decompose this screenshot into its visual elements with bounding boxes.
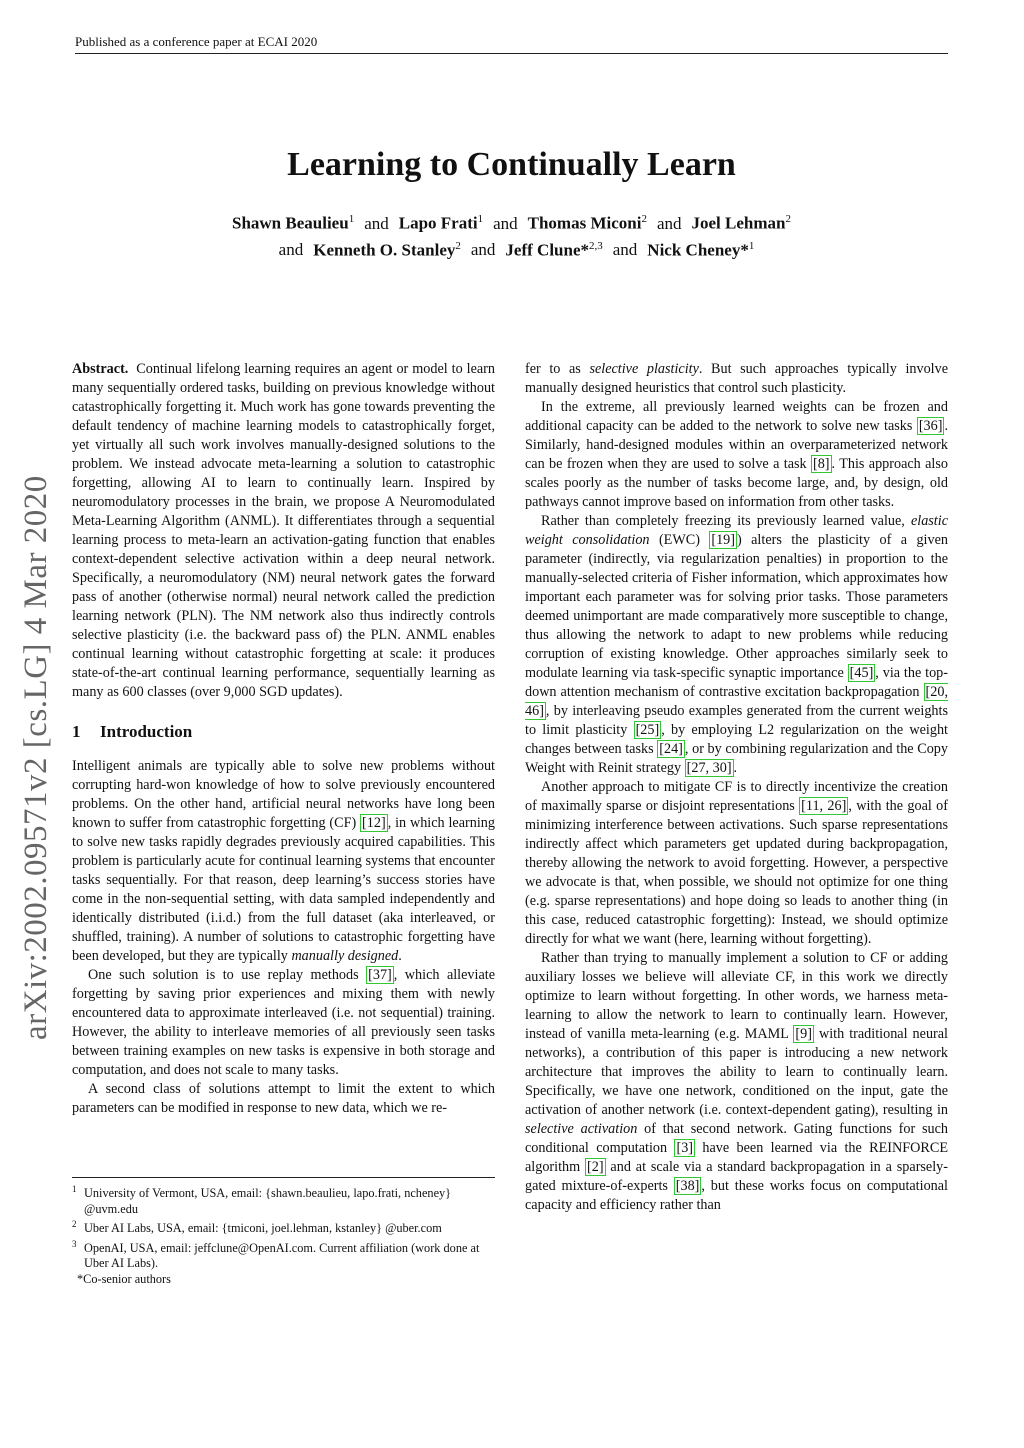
text-run: , via the top-down attention mechanism of contrastive excitation backpropagation — [525, 665, 948, 700]
emphasis: selective activation — [525, 1121, 638, 1137]
paragraph: A second class of solutions attempt to limit the extent to which parameters can be modified in response to new data, which we re- — [72, 1081, 495, 1116]
author-name: Thomas Miconi — [527, 213, 642, 233]
citation-link[interactable]: [20, 46] — [525, 684, 948, 719]
paper-title: Learning to Continually Learn — [287, 146, 736, 183]
affiliation-mark: 2 — [641, 213, 647, 225]
text-run: . But such approaches typically involve manually designed heuristics that control such plasticity. — [525, 361, 948, 396]
text-run: One such solution is to use replay methods — [88, 967, 367, 983]
footnote — [72, 1237, 495, 1272]
text-run: Intelligent animals are typically able to solve new problems without corrupting hard-won knowledge of how to solve previously encountered problems. On the other hand, artificial neural networks have long been known to suffer from catastrophic forgetting (CF) — [72, 758, 495, 831]
text-run: and at scale via a standard backpropagation in a sparsely-gated mixture-of-experts — [525, 1159, 948, 1194]
text-run: with traditional neural networks), a contribution of this paper is introducing a new network architecture that improves the ability to learn to continually learn. Specifically, we have one network, conditioned on the input, gate the activation of another network (i.e. context-dependent gating), resulting in — [525, 1026, 949, 1118]
text-run: . — [733, 760, 738, 776]
text-run: of that second network. Gating functions for such conditional computation — [525, 1121, 948, 1156]
text-run: have been learned via the REINFORCE algorithm — [525, 1140, 948, 1175]
text-run: . Similarly, hand-designed modules within an overparameterized network can be frozen when they are used to solve a task — [525, 418, 948, 472]
text-run: . — [398, 948, 402, 964]
author-separator: and — [278, 240, 304, 260]
author-separator: and — [364, 213, 389, 233]
author-list — [75, 208, 948, 261]
paragraph — [72, 966, 495, 1080]
affiliation-mark: 2,3 — [589, 239, 603, 252]
citation-link[interactable]: [9] — [795, 1026, 812, 1042]
text-run: Rather than trying to manually implement a solution to CF or adding auxiliary losses we believe will alleviate CF, in this work we directly optimize to learn without forgetting. In other words, we harness meta-learning to allow the network to learn to continually learn. However, instead of vanilla meta-learning (e.g. MAML — [525, 950, 948, 1042]
citation-link[interactable]: [19] — [711, 532, 735, 548]
paragraph — [72, 757, 495, 966]
text-run: , which alleviate forgetting by saving prior experiences and mixing them with newly encountered data to approximate interleaved (i.e. not sequential) training. However, the ability to interleave memories of all previously seen tasks between training examples on new tasks is expensive in both storage and computation, and does not scale to many tasks. — [72, 967, 495, 1078]
author-line-1 — [75, 208, 948, 235]
citation-link[interactable]: [37] — [368, 967, 392, 983]
right-column — [525, 360, 948, 1215]
text-run: Rather than completely freezing its previously learned value, — [541, 513, 911, 529]
author-name: Nick Cheney* — [647, 240, 749, 260]
section-heading-introduction — [72, 722, 495, 741]
section-title: Introduction — [100, 722, 193, 741]
paragraph — [525, 778, 948, 949]
author-name: Lapo Frati — [398, 213, 478, 233]
text-run: (EWC) — [649, 532, 710, 548]
footnotes — [72, 1177, 495, 1287]
author-separator: and — [612, 240, 638, 260]
emphasis: manually designed — [291, 948, 399, 964]
citation-link[interactable]: [12] — [362, 815, 386, 831]
author-separator: and — [656, 213, 682, 233]
paragraph — [525, 512, 948, 778]
citation-link[interactable]: [2] — [587, 1159, 604, 1175]
abstract-text: Continual lifelong learning requires an agent or model to learn many sequentially ordered tasks, building on previous knowledge without catastrophically forgetting it. Much work has gone towards preventing the default tendency of machine learning models to catastrophically forget, yet virtually all such work involves manually-designed solutions to the problem. We instead advocate meta-learning a solution to catastrophic forgetting, allowing AI to learn to continually learn. Inspired by neuromodulatory processes in the brain, we propose A Neuromodulated Meta-Learning Algorithm (ANML). It differentiates through a sequential learning process to meta-learn an activation-gating function that enables context-dependent selective activation within a deep neural network. Specifically, a neuromodulatory (NM) neural network gates the forward pass of another (otherwise normal) neural network called the prediction learning network (PLN). The NM network also thus indirectly controls selective plasticity (i.e. the backward pass of) the PLN. ANML enables continual learning without catastrophic forgetting at scale: it produces state-of-the-art continual learning performance, sequentially learning as many as 600 classes (over 9,000 SGD updates). — [72, 361, 495, 700]
text-run: . This approach also scales poorly as the number of tasks become large, and, by design, old pathways cannot improve based on information from other tasks. — [525, 456, 948, 510]
citation-link[interactable]: [36] — [918, 418, 943, 434]
citation-link[interactable]: [38] — [675, 1178, 700, 1194]
text-run: , but these works focus on computational capacity and efficiency rather than — [525, 1178, 948, 1213]
text-run: , with the goal of minimizing interference between activations. Such sparse representations indirectly affect which parameters get updated during backpropagation, thereby allowing the network to avoid forgetting. However, a perspective we advocate is that, when possible, we should not optimize for one thing (e.g. sparse representations) and hope doing so leads to another thing (in this case, reduced catastrophic forgetting): Instead, we should optimize directly for what we want (here, learning without forgetting). — [525, 798, 948, 947]
author-name: Joel Lehman — [691, 213, 786, 233]
section-number: 1 — [72, 722, 81, 741]
citation-link[interactable]: [27, 30] — [686, 760, 732, 776]
affiliation-mark: 2 — [455, 239, 461, 252]
footnote-mark: 2 — [72, 1219, 77, 1230]
author-name: Kenneth O. Stanley — [313, 240, 456, 260]
text-run: Another approach to mitigate CF is to directly incentivize the creation of maximally sparse or disjoint representations — [525, 779, 948, 814]
affiliation-mark: 1 — [477, 213, 484, 225]
text-run: , or by combining regularization and the Copy Weight with Reinit strategy — [525, 741, 948, 776]
running-header: Published as a conference paper at ECAI 2020 — [75, 34, 948, 54]
citation-link[interactable]: [11, 26] — [801, 798, 847, 814]
author-line-2 — [75, 235, 948, 262]
footnote-mark: 1 — [72, 1184, 77, 1194]
paragraph — [525, 360, 948, 398]
footnote-text: Uber AI Labs, USA, email: {tmiconi, joel.lehman, kstanley} @uber.com — [84, 1221, 442, 1236]
text-run: ) alters the plasticity of a given parameter (indirectly, via regularization penalties) in proportion to the manually-selected criteria of Fisher information, which approximates how important each parameter was for solving prior tasks. Those parameters deemed unimportant are made comparatively more susceptible to change, thus allowing the network to adapt to new problems while reducing corruption of existing knowledge. Other approaches similarly seek to modulate learning via task-specific synaptic importance — [525, 532, 948, 681]
arxiv-identifier[interactable]: arXiv:2002.09571v2 [cs.LG] 4 Mar 2020 — [18, 475, 54, 1040]
affiliation-mark: 2 — [785, 213, 791, 225]
footnote-mark: 3 — [72, 1238, 77, 1249]
abstract-label: Abstract. — [72, 361, 129, 377]
citation-link[interactable]: [25] — [635, 722, 660, 738]
footnote-text: OpenAI, USA, email: jeffclune@OpenAI.com. Current affiliation (work done at Uber AI Labs). — [84, 1240, 480, 1271]
author-name: Jeff Clune* — [505, 240, 589, 260]
footnote — [72, 1182, 495, 1217]
footnote-co-senior: *Co-senior authors — [77, 1271, 171, 1286]
author-separator: and — [470, 240, 496, 260]
affiliation-mark: 1 — [348, 213, 355, 225]
text-run: , by interleaving pseudo examples generated from the current weights to limit plasticity — [525, 703, 948, 738]
text-run: fer to as — [525, 361, 590, 377]
text-run: In the extreme, all previously learned weights can be frozen and additional capacity can be added to the network to solve new tasks — [525, 399, 948, 434]
citation-link[interactable]: [8] — [812, 456, 830, 472]
citation-link[interactable]: [3] — [676, 1140, 694, 1156]
emphasis: elastic weight consolidation — [525, 513, 948, 548]
text-run: , by employing L2 regularization on the weight changes between tasks — [525, 722, 948, 757]
emphasis: selective plasticity — [589, 361, 699, 377]
affiliation-mark: 1 — [748, 239, 755, 252]
author-separator: and — [493, 213, 518, 233]
footnote-text: University of Vermont, USA, email: {shawn.beaulieu, lapo.frati, ncheney} @uvm.edu — [84, 1186, 452, 1216]
paragraph — [525, 949, 948, 1215]
paragraph — [525, 398, 948, 512]
footnote — [72, 1217, 495, 1237]
citation-link[interactable]: [45] — [849, 665, 874, 681]
left-column — [72, 360, 495, 1118]
citation-link[interactable]: [24] — [659, 741, 683, 757]
text-run: , in which learning to solve new tasks rapidly degrades previously acquired capabilities. This problem is particularly acute for continual learning systems that encounter tasks sequentially. For that reason, deep learning’s success stories have come in the non-sequential setting, with data sampled independently and identically distributed (i.i.d.) from the full dataset (aka interleaved, or shuffled, training). A number of solutions to catastrophic forgetting have been developed, but they are typically — [72, 815, 495, 964]
abstract — [72, 360, 495, 702]
author-name: Shawn Beaulieu — [232, 213, 349, 233]
